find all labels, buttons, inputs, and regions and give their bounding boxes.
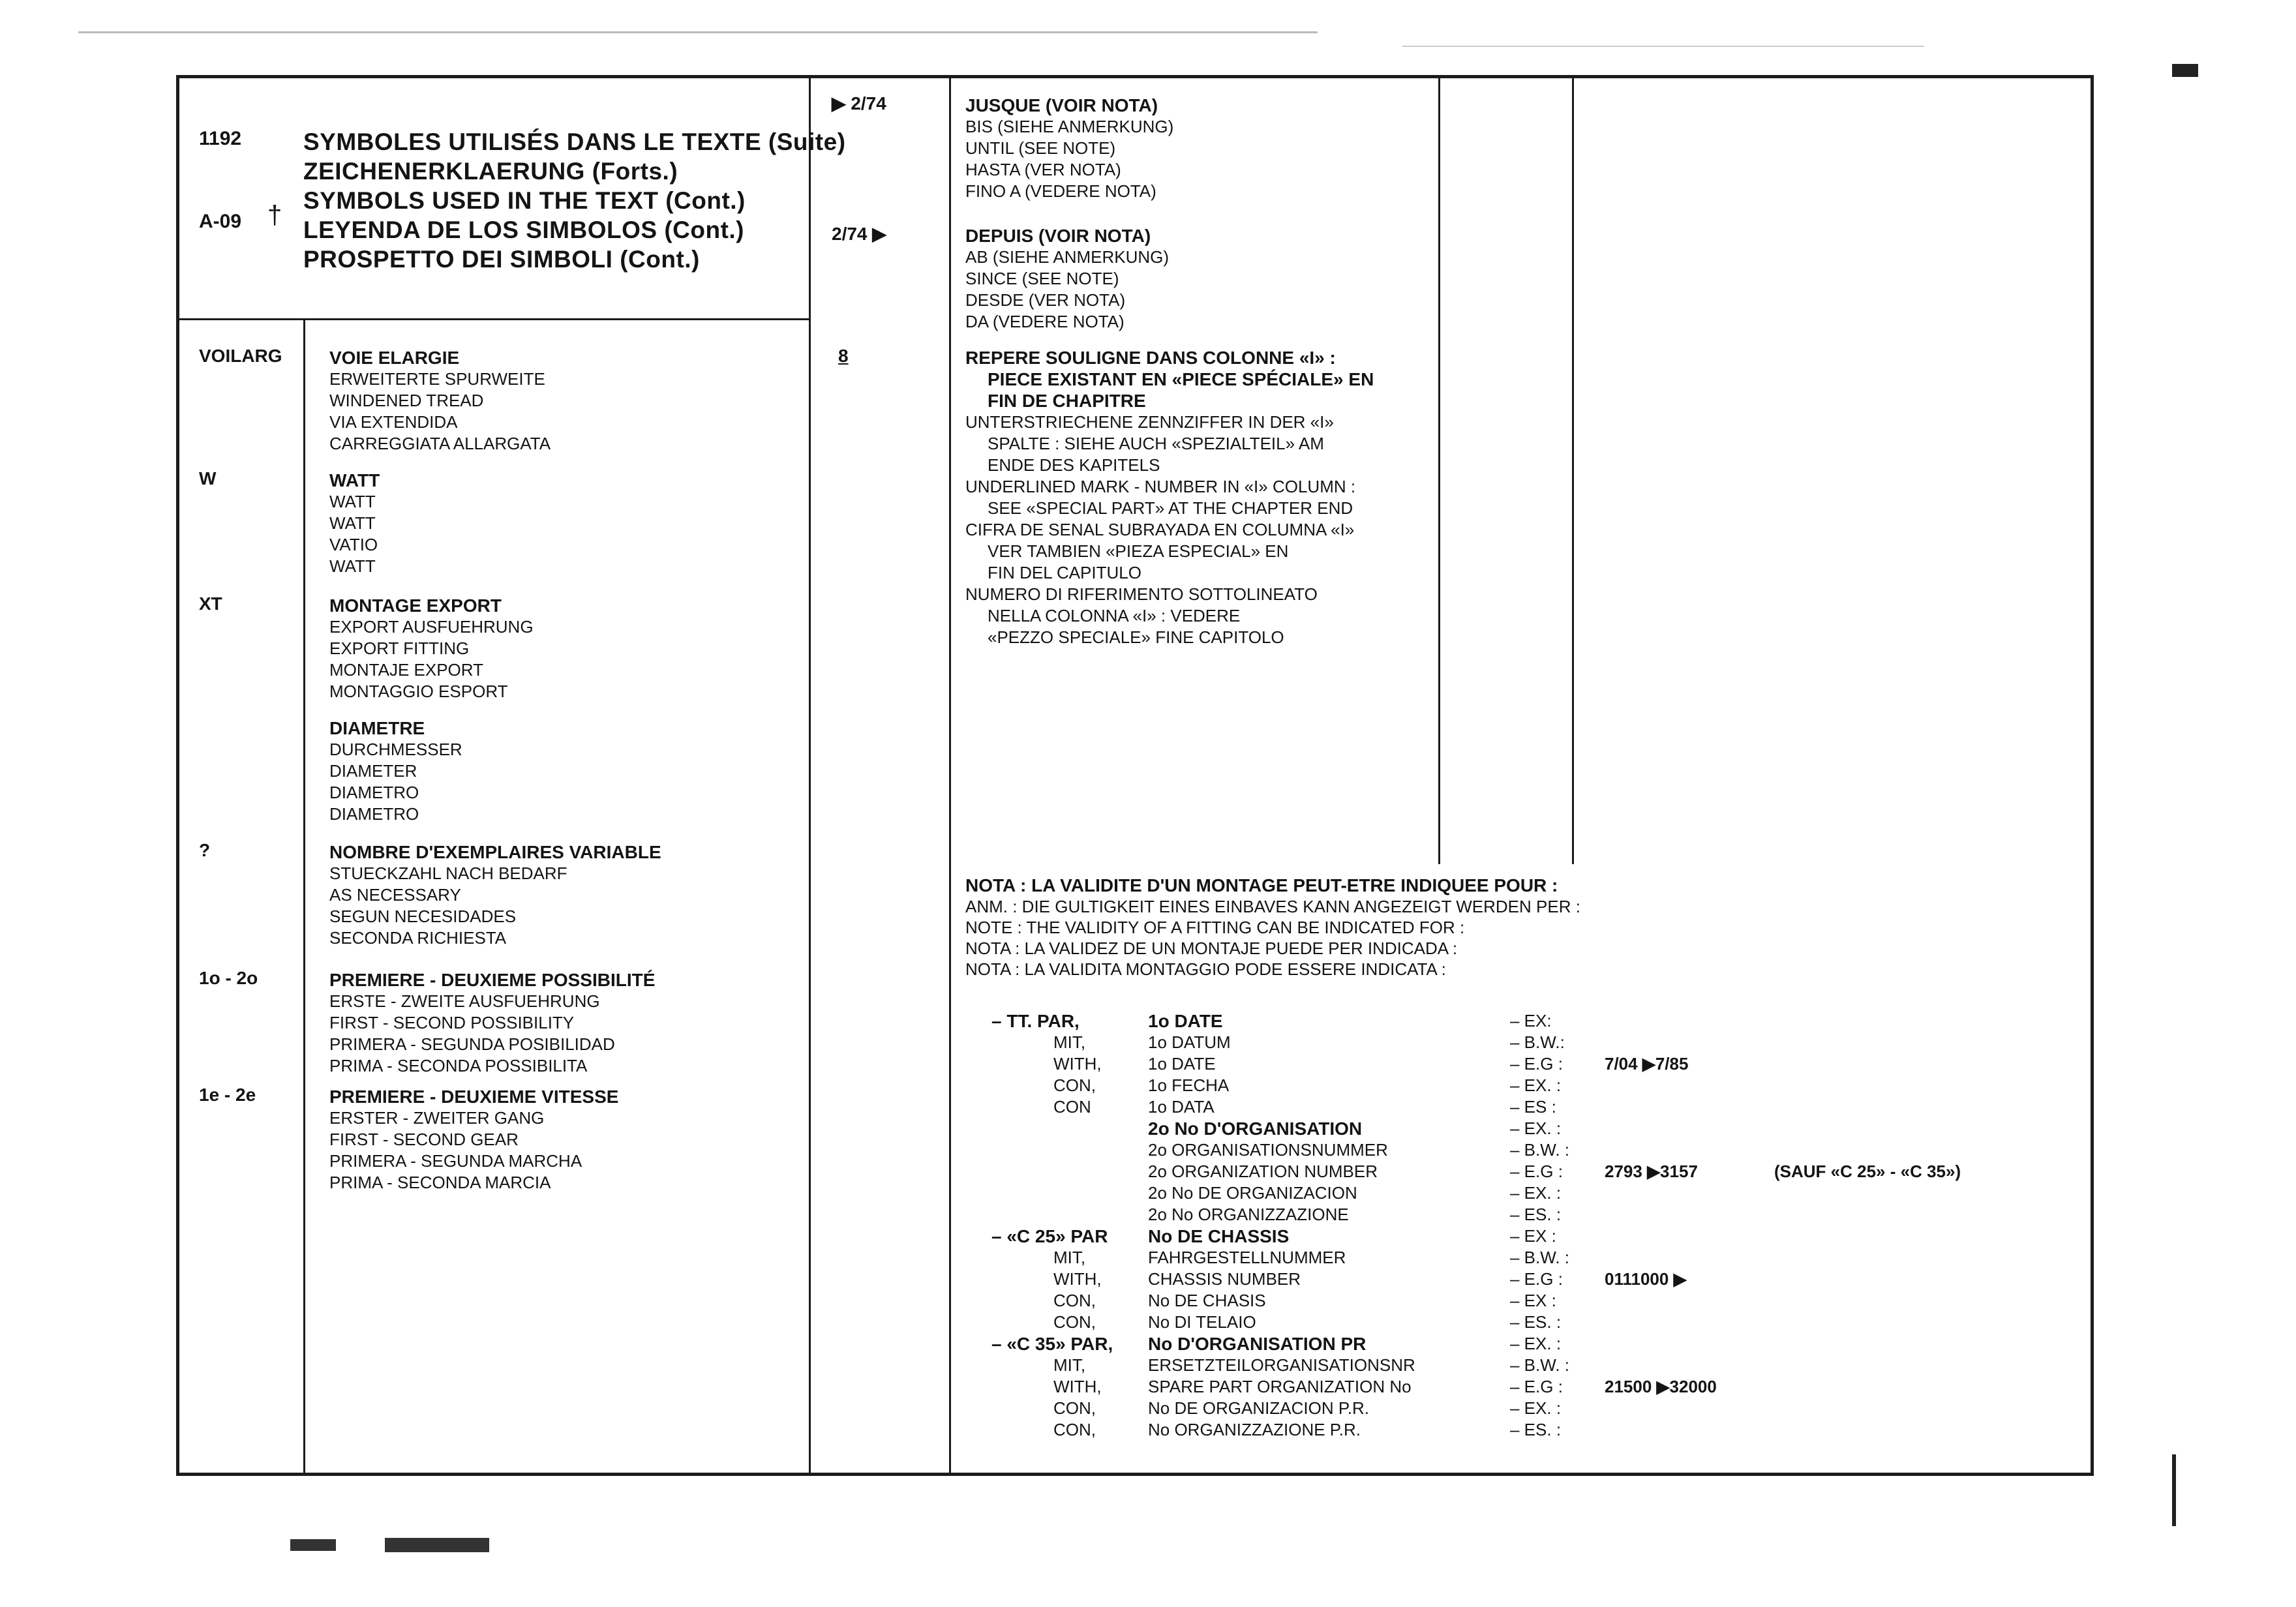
column-divider-3 — [1438, 78, 1440, 864]
note-row-prefix: MIT, — [1053, 1355, 1086, 1375]
symbol-definition — [329, 969, 655, 1077]
definition-line: REPERE SOULIGNE DANS COLONNE «I» : — [965, 348, 1336, 368]
page-code: 1192 — [199, 128, 242, 149]
definition-line: DURCHMESSER — [329, 740, 462, 759]
note-row-example: – EX. : — [1510, 1075, 1562, 1095]
note-row-label: 2o ORGANISATIONSNUMMER — [1148, 1140, 1388, 1160]
definition-line: BIS (SIEHE ANMERKUNG) — [965, 117, 1174, 136]
symbol-definition — [965, 225, 1169, 333]
scan-noise-top-right — [1402, 46, 1924, 47]
note-row-example: – EX : — [1510, 1226, 1556, 1246]
definition-line: DIAMETRE — [329, 718, 425, 738]
note-row-example: – EX. : — [1510, 1398, 1562, 1418]
symbol-definition — [329, 841, 661, 949]
symbol-definition — [329, 470, 380, 577]
definition-line: DEPUIS (VOIR NOTA) — [965, 226, 1151, 246]
definition-line: DIAMETER — [329, 761, 417, 781]
definition-line: UNTIL (SEE NOTE) — [965, 138, 1116, 158]
definition-line: FIRST - SECOND GEAR — [329, 1130, 519, 1149]
definition-line: ERSTER - ZWEITER GANG — [329, 1108, 545, 1128]
note-row-label: 1o DATUM — [1148, 1032, 1231, 1052]
symbol-code: XT — [199, 593, 222, 614]
definition-line: VATIO — [329, 535, 378, 554]
note-row-label: 1o FECHA — [1148, 1075, 1230, 1095]
note-row-example: – E.G : — [1510, 1162, 1563, 1181]
definition-line: FINO A (VEDERE NOTA) — [965, 181, 1156, 201]
note-row-label: ERSETZTEILORGANISATIONSNR — [1148, 1355, 1415, 1375]
note-row-prefix: WITH, — [1053, 1269, 1102, 1289]
note-row-example: – ES : — [1510, 1097, 1556, 1117]
definition-line: ERSTE - ZWEITE AUSFUEHRUNG — [329, 991, 600, 1011]
definition-line: FIN DE CHAPITRE — [988, 391, 1146, 411]
definition-line: NUMERO DI RIFERIMENTO SOTTOLINEATO — [965, 584, 1318, 604]
definition-line: SECONDA RICHIESTA — [329, 928, 507, 948]
note-row-label: 1o DATA — [1148, 1097, 1215, 1117]
definition-line: CIFRA DE SENAL SUBRAYADA EN COLUMNA «I» — [965, 520, 1355, 539]
note-line: ANM. : DIE GULTIGKEIT EINES EINBAVES KANN ANGEZEIGT WERDEN PER : — [965, 897, 1580, 916]
definition-line: AS NECESSARY — [329, 885, 461, 905]
note-row-example: – ES. : — [1510, 1312, 1562, 1332]
definition-line: UNDERLINED MARK - NUMBER IN «I» COLUMN : — [965, 477, 1356, 496]
note-row-label: No D'ORGANISATION PR — [1148, 1334, 1367, 1354]
note-row-prefix: CON — [1053, 1097, 1091, 1117]
note-row-label: 2o No ORGANIZZAZIONE — [1148, 1205, 1349, 1224]
definition-line: PREMIERE - DEUXIEME POSSIBILITÉ — [329, 970, 656, 990]
definition-line: NELLA COLONNA «I» : VEDERE — [988, 606, 1241, 625]
note-row-example: – E.G : — [1510, 1269, 1563, 1289]
note-row-prefix: WITH, — [1053, 1377, 1102, 1396]
note-row-value: 21500 ▶32000 — [1605, 1377, 1717, 1396]
note-row-example: – EX. : — [1510, 1334, 1562, 1353]
note-row-label: No DE ORGANIZACION P.R. — [1148, 1398, 1370, 1418]
definition-line: PRIMA - SECONDA MARCIA — [329, 1173, 551, 1192]
column-divider-4 — [1572, 78, 1574, 864]
definition-line: PIECE EXISTANT EN «PIECE SPÉCIALE» EN — [988, 369, 1374, 389]
definition-line: «PEZZO SPECIALE» FINE CAPITOLO — [988, 627, 1284, 647]
note-row-label: 2o No DE ORGANIZACION — [1148, 1183, 1357, 1203]
definition-line: DA (VEDERE NOTA) — [965, 312, 1125, 331]
note-row-example: – E.G : — [1510, 1377, 1563, 1396]
note-row-prefix: WITH, — [1053, 1054, 1102, 1074]
definition-line: CARREGGIATA ALLARGATA — [329, 434, 551, 453]
definition-line: WATT — [329, 513, 376, 533]
document-frame — [176, 75, 2094, 1476]
scan-mark-bottom-1 — [290, 1539, 336, 1551]
definition-line: EXPORT AUSFUEHRUNG — [329, 617, 534, 637]
definition-line: WATT — [329, 492, 376, 511]
definition-line: VIA EXTENDIDA — [329, 412, 458, 432]
symbol-definition — [329, 717, 462, 825]
symbol-code: ? — [199, 840, 211, 860]
definition-line: JUSQUE (VOIR NOTA) — [965, 95, 1158, 115]
definition-line: PRIMA - SECONDA POSSIBILITA — [329, 1056, 588, 1075]
definition-line: ERWEITERTE SPURWEITE — [329, 369, 545, 389]
note-row-prefix: CON, — [1053, 1312, 1096, 1332]
symbol-code: W — [199, 468, 217, 488]
definition-line: DESDE (VER NOTA) — [965, 290, 1126, 310]
definition-line: WATT — [329, 556, 376, 576]
definition-line: FIN DEL CAPITULO — [988, 563, 1141, 582]
definition-line: PRIMERA - SEGUNDA POSIBILIDAD — [329, 1034, 615, 1054]
definition-line: DIAMETRO — [329, 783, 419, 802]
definition-line: SPALTE : SIEHE AUCH «SPEZIALTEIL» AM — [988, 434, 1324, 453]
note-row-label: No ORGANIZZAZIONE P.R. — [1148, 1420, 1361, 1439]
note-row-value: 0111000 ▶ — [1605, 1269, 1687, 1289]
note-row-value: 7/04 ▶7/85 — [1605, 1054, 1689, 1074]
definition-line: ENDE DES KAPITELS — [988, 455, 1160, 475]
symbol-code: 1o - 2o — [199, 968, 258, 988]
note-row-prefix: MIT, — [1053, 1248, 1086, 1267]
note-line: NOTA : LA VALIDITE D'UN MONTAGE PEUT-ETRE INDIQUEE POUR : — [965, 875, 1558, 895]
definition-line: WINDENED TREAD — [329, 391, 484, 410]
symbol-code: VOILARG — [199, 346, 282, 366]
column-divider-1 — [809, 78, 811, 1473]
note-row-label: 1o DATE — [1148, 1011, 1223, 1031]
definition-line: VER TAMBIEN «PIEZA ESPECIAL» EN — [988, 541, 1289, 561]
definition-line: PREMIERE - DEUXIEME VITESSE — [329, 1087, 619, 1107]
symbol-code: 8 — [838, 346, 849, 366]
symbol-code: 1e - 2e — [199, 1085, 256, 1105]
note-row-example: – E.G : — [1510, 1054, 1563, 1074]
note-line: NOTA : LA VALIDEZ DE UN MONTAJE PUEDE PER INDICADA : — [965, 939, 1458, 958]
note-row-label: FAHRGESTELLNUMMER — [1148, 1248, 1346, 1267]
symbol-code: ▶ 2/74 — [832, 93, 886, 113]
note-row-example: – EX. : — [1510, 1183, 1562, 1203]
definition-line: UNTERSTRIECHENE ZENNZIFFER IN DER «I» — [965, 412, 1334, 432]
note-row-label: SPARE PART ORGANIZATION No — [1148, 1377, 1412, 1396]
note-row-example: – EX: — [1510, 1011, 1552, 1030]
definition-line: MONTAGE EXPORT — [329, 595, 502, 616]
note-row-label: No DE CHASIS — [1148, 1291, 1266, 1310]
scan-mark-bottom-2 — [385, 1538, 489, 1552]
note-row-example: – ES. : — [1510, 1420, 1562, 1439]
left-code-divider — [303, 318, 305, 1473]
note-row-label: 2o ORGANIZATION NUMBER — [1148, 1162, 1378, 1181]
title-line-it: PROSPETTO DEI SIMBOLI (Cont.) — [303, 246, 700, 273]
title-line-en: SYMBOLS USED IN THE TEXT (Cont.) — [303, 187, 746, 214]
note-row-prefix: CON, — [1053, 1420, 1096, 1439]
symbol-definition — [329, 1086, 618, 1194]
scan-mark-bottom-right — [2172, 1454, 2176, 1526]
definition-line: HASTA (VER NOTA) — [965, 160, 1121, 179]
note-row-example: – EX : — [1510, 1291, 1556, 1310]
definition-line: MONTAJE EXPORT — [329, 660, 483, 680]
note-row-prefix: MIT, — [1053, 1032, 1086, 1052]
note-row-prefix: – «C 35» PAR, — [991, 1334, 1113, 1354]
note-row-label: No DI TELAIO — [1148, 1312, 1256, 1332]
note-row-label: No DE CHASSIS — [1148, 1226, 1290, 1246]
definition-line: STUECKZAHL NACH BEDARF — [329, 864, 567, 883]
definition-line: SEE «SPECIAL PART» AT THE CHAPTER END — [988, 498, 1353, 518]
definition-line: AB (SIEHE ANMERKUNG) — [965, 247, 1170, 267]
column-divider-2 — [949, 78, 951, 1473]
definition-line: NOMBRE D'EXEMPLAIRES VARIABLE — [329, 842, 661, 862]
title-line-de: ZEICHENERKLAERUNG (Forts.) — [303, 158, 678, 185]
definition-line: WATT — [329, 470, 380, 490]
note-row-prefix: – TT. PAR, — [991, 1011, 1080, 1031]
note-row-example: – B.W. : — [1510, 1140, 1570, 1160]
note-row-extra: (SAUF «C 25» - «C 35») — [1774, 1162, 1961, 1181]
note-row-label: 2o No D'ORGANISATION — [1148, 1119, 1363, 1139]
note-row-prefix: CON, — [1053, 1398, 1096, 1418]
page-title — [303, 127, 846, 274]
symbol-code: 2/74 ▶ — [832, 224, 886, 244]
definition-line: MONTAGGIO ESPORT — [329, 682, 508, 701]
note-row-example: – B.W. : — [1510, 1248, 1570, 1267]
scan-mark-right — [2172, 64, 2198, 77]
note-row-label: CHASSIS NUMBER — [1148, 1269, 1301, 1289]
sub-code-mark: † — [267, 201, 282, 230]
definition-line: PRIMERA - SEGUNDA MARCHA — [329, 1151, 582, 1171]
title-line-fr: SYMBOLES UTILISÉS DANS LE TEXTE (Suite) — [303, 128, 846, 155]
definition-line: SEGUN NECESIDADES — [329, 907, 517, 926]
note-row-example: – ES. : — [1510, 1205, 1562, 1224]
note-line: NOTA : LA VALIDITA MONTAGGIO PODE ESSERE INDICATA : — [965, 959, 1446, 979]
definition-line: VOIE ELARGIE — [329, 348, 460, 368]
symbol-definition — [329, 347, 551, 455]
title-line-es: LEYENDA DE LOS SIMBOLOS (Cont.) — [303, 217, 745, 243]
definition-line: FIRST - SECOND POSSIBILITY — [329, 1013, 575, 1032]
note-row-value: 2793 ▶3157 — [1605, 1162, 1698, 1181]
note-line: NOTE : THE VALIDITY OF A FITTING CAN BE INDICATED FOR : — [965, 918, 1465, 937]
scan-noise-top — [78, 31, 1318, 33]
definition-line: DIAMETRO — [329, 804, 419, 824]
symbol-definition — [965, 347, 1374, 648]
note-row-prefix: CON, — [1053, 1075, 1096, 1095]
note-row-example: – EX. : — [1510, 1119, 1562, 1138]
symbol-definition — [965, 95, 1173, 202]
symbol-definition — [329, 595, 534, 702]
sub-code: A-09 — [199, 211, 242, 232]
definition-line: SINCE (SEE NOTE) — [965, 269, 1119, 288]
note-row-example: – B.W. : — [1510, 1355, 1570, 1375]
note-heading — [965, 875, 1580, 980]
definition-line: EXPORT FITTING — [329, 638, 470, 658]
note-row-prefix: – «C 25» PAR — [991, 1226, 1108, 1246]
note-row-label: 1o DATE — [1148, 1054, 1216, 1074]
header-separator — [179, 318, 809, 320]
note-row-example: – B.W.: — [1510, 1032, 1565, 1052]
note-row-prefix: CON, — [1053, 1291, 1096, 1310]
